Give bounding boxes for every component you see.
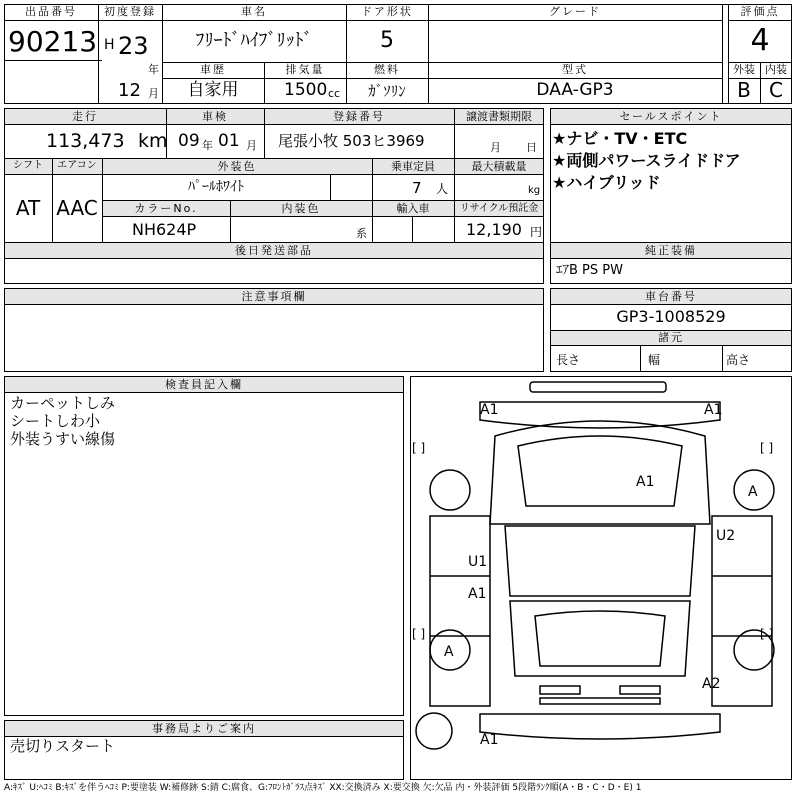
recycle-unit: 円 — [530, 225, 543, 239]
score: 4 — [750, 23, 770, 58]
color-no-label: カラーNo. — [134, 202, 198, 215]
mark-rear-right: A2 — [702, 676, 721, 692]
fuel-label: 燃料 — [374, 63, 400, 76]
max-load-label: 最大積載量 — [471, 160, 527, 173]
divider — [4, 20, 98, 21]
inspection-label: 車検 — [202, 110, 228, 123]
divider — [102, 216, 544, 217]
divider — [98, 20, 722, 21]
divider — [4, 124, 544, 125]
sales-point: ★ナビ・TV・ETC — [552, 129, 688, 148]
dims-label: 諸元 — [658, 331, 684, 344]
grade-label: グレード — [549, 5, 601, 18]
inspection-year: 09 — [178, 131, 200, 151]
mark-front-left: A1 — [480, 402, 499, 418]
length-label: 長さ — [556, 353, 581, 367]
inspection-month: 01 — [218, 131, 240, 151]
divider — [98, 4, 99, 104]
month-unit: 月 — [148, 87, 159, 100]
shift-label: シフト — [13, 160, 43, 171]
divider — [4, 392, 404, 393]
reg-number: 尾張小牧 503ヒ3969 — [278, 132, 425, 150]
inspection-month-unit: 月 — [246, 139, 257, 152]
import-label: 輸入車 — [396, 202, 430, 215]
chassis-label: 車台番号 — [645, 290, 697, 303]
inspector-note: カーペットしみ — [10, 394, 116, 412]
shift: AT — [15, 196, 41, 220]
lot-no-label: 出品番号 — [25, 5, 77, 18]
bracket-mark: [ ] — [412, 441, 426, 455]
divider — [4, 174, 544, 175]
first-reg-label: 初度登録 — [104, 5, 156, 18]
era: H — [104, 37, 115, 53]
later-parts-label: 後日発送部品 — [235, 244, 313, 257]
capacity: 7 — [412, 179, 422, 197]
exterior-grade: B — [737, 78, 751, 102]
car-name-label: 車名 — [241, 5, 267, 18]
exterior-label: 外装 — [733, 63, 755, 76]
reg-month: 12 — [118, 80, 141, 101]
divider — [330, 174, 331, 200]
divider — [722, 4, 723, 104]
interior-grade: C — [769, 78, 783, 102]
history-label: 車歴 — [200, 63, 226, 76]
mileage-unit: km — [138, 130, 168, 152]
max-load-unit: kg — [528, 185, 541, 196]
mark-wheel-rear-left: A — [444, 644, 454, 660]
transfer-deadline-label: 譲渡書類期限 — [466, 110, 532, 123]
bracket-mark: [ ] — [760, 627, 774, 641]
model-label: 型式 — [562, 63, 588, 76]
divider — [4, 258, 544, 259]
mark-door-right: U2 — [716, 528, 736, 544]
bracket-mark: [ ] — [412, 627, 426, 641]
mark-wheel-front-right: A — [748, 484, 758, 500]
sales-points-label: セールスポイント — [619, 110, 723, 123]
equipment-label: 純正装備 — [645, 244, 697, 257]
divider — [412, 216, 413, 242]
displacement: 1500 — [284, 80, 328, 100]
recycle-fee: 12,190 — [466, 220, 522, 239]
notes-label: 注意事項欄 — [241, 290, 307, 303]
inspection-year-unit: 年 — [202, 139, 213, 152]
interior-color-label: 内装色 — [281, 202, 321, 215]
height-label: 高さ — [726, 353, 751, 367]
divider — [550, 304, 792, 305]
divider — [728, 20, 792, 21]
divider — [550, 258, 792, 259]
reg-number-label: 登録番号 — [333, 110, 385, 123]
divider — [722, 345, 723, 372]
interior-color-unit: 系 — [356, 227, 367, 240]
aircon-label: エアコン — [57, 160, 97, 171]
history: 自家用 — [187, 80, 239, 100]
divider — [640, 345, 641, 372]
exterior-color: ﾊﾟｰﾙﾎﾜｲﾄ — [188, 179, 244, 195]
transfer-month-unit: 月 — [490, 141, 501, 154]
sales-point: ★ハイブリッド — [552, 173, 661, 192]
lot-number: 90213 — [8, 25, 98, 58]
mileage: 113,473 — [46, 130, 125, 152]
mark-front-right: A1 — [704, 402, 723, 418]
width-label: 幅 — [648, 353, 661, 367]
interior-label: 内装 — [765, 63, 787, 76]
chassis-number: GP3-1008529 — [616, 307, 726, 326]
fuel: ｶﾞｿﾘﾝ — [368, 82, 406, 100]
divider — [4, 60, 102, 61]
divider — [550, 124, 792, 125]
model-code: DAA-GP3 — [536, 80, 614, 100]
capacity-label: 乗車定員 — [391, 160, 435, 173]
divider — [162, 62, 722, 63]
divider — [550, 345, 792, 346]
mark-roof: A1 — [636, 474, 655, 490]
office-note: 売切りスタート — [10, 737, 116, 755]
divider — [162, 78, 722, 79]
inspector-note: シートしわ小 — [10, 412, 101, 430]
mileage-label: 走行 — [72, 110, 98, 123]
sales-point: ★両側パワースライドドア — [552, 151, 741, 170]
bracket-mark: [ ] — [760, 441, 774, 455]
legend: A:ｷｽﾞ U:ﾍｺﾐ B:ｷｽﾞを伴うﾍｺﾐ P:要塗装 W:補修跡 S:錆 C:腐食、G:ﾌﾛﾝﾄｶﾞﾗｽ点ｷｽﾞ XX:交換済み X:要交換 欠:欠品 内・外装評価 5段階ﾗﾝｸ順(A・B・C・D・E) 1 — [4, 783, 642, 793]
capacity-unit: 人 — [436, 182, 449, 196]
reg-year: 23 — [118, 32, 149, 60]
displacement-unit: cc — [328, 87, 341, 100]
displacement-label: 排気量 — [285, 63, 325, 76]
equipment: ｴｱB PS PW — [556, 263, 623, 278]
door-label: ドア形状 — [361, 5, 413, 18]
year-unit: 年 — [148, 63, 159, 76]
mark-door-left: U1 — [468, 554, 488, 570]
inspector-note: 外装うすい線傷 — [10, 430, 116, 448]
score-label: 評価点 — [740, 5, 780, 18]
car-name: ﾌﾘｰﾄﾞﾊｲﾌﾞﾘｯﾄﾞ — [195, 30, 313, 51]
office-label: 事務局よりご案内 — [152, 722, 256, 735]
divider — [4, 304, 544, 305]
recycle-label: リサイクル預託金 — [459, 203, 539, 214]
aircon: AAC — [56, 196, 98, 220]
color-number: NH624P — [132, 220, 197, 239]
transfer-day-unit: 日 — [526, 141, 537, 154]
mark-rear: A1 — [480, 732, 499, 748]
mark-rear-door-left: A1 — [468, 586, 487, 602]
door-type: 5 — [380, 28, 394, 53]
inspector-label: 検査員記入欄 — [165, 378, 243, 391]
exterior-color-label: 外装色 — [217, 160, 257, 173]
car-damage-diagram — [410, 376, 792, 780]
